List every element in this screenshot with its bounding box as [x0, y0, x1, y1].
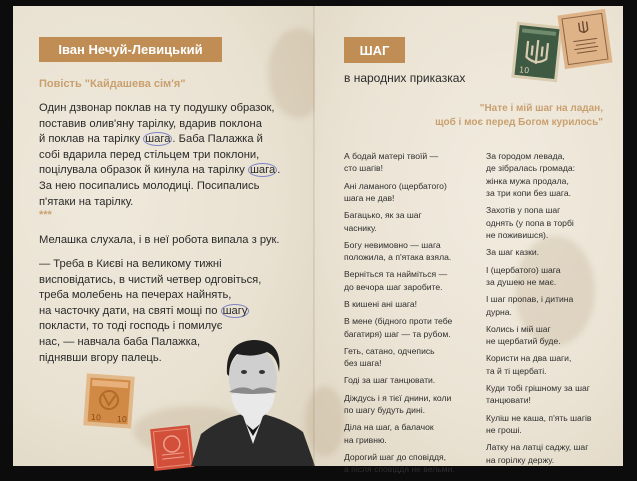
text-line	[39, 148, 314, 164]
proverb-line: Ані ламаного (щербатого)	[344, 180, 447, 191]
proverb-line: де зібралась громада:	[486, 163, 576, 174]
proverb-line: на гривню.	[344, 434, 387, 445]
proverb	[344, 180, 482, 205]
proverb	[344, 239, 482, 264]
proverb-line: шага не дав!	[344, 193, 395, 204]
proverb	[486, 204, 624, 241]
writer-portrait-image	[191, 332, 315, 466]
svg-text:10: 10	[90, 412, 102, 423]
proverb	[486, 150, 624, 200]
text-line	[39, 273, 314, 289]
proverb-line: Діждусь і я тієї днини, коли	[344, 392, 452, 403]
proverb-line: на горілку держу.	[486, 454, 555, 465]
text-segment: п'ятаки на тарілку.	[39, 195, 134, 208]
text-segment: Один дзвонар поклав на ту подушку образок,	[39, 102, 275, 114]
circled-word: шагу	[222, 304, 248, 317]
proverb-line: без шага!	[344, 358, 382, 369]
proverb	[486, 412, 624, 437]
text-segment: .	[277, 164, 281, 177]
proverb	[486, 352, 624, 377]
quote-line: щоб і моє перед Богом курилось"	[435, 117, 603, 128]
proverb-line: Користи на два шаги,	[486, 353, 572, 364]
red-stamp-image	[149, 424, 195, 468]
proverb-line: не щербатий буде.	[486, 336, 561, 347]
proverb-line: І (щербатого) шага	[486, 264, 561, 275]
proverb-line: дурна.	[486, 306, 512, 317]
proverb-line: За городом левада,	[486, 151, 565, 161]
proverb-line: За шаг казки.	[486, 247, 540, 258]
quote-line: "Нате і мій шаг на ладан,	[479, 103, 603, 114]
proverb-line: Багацько, як за шаг	[344, 210, 422, 221]
proverb-line: за душею не має.	[486, 277, 557, 288]
text-segment: собі вдарила перед стільцем три поклони,	[39, 148, 260, 161]
proverb	[344, 268, 482, 293]
text-segment: піднявши вгору палець.	[39, 351, 162, 364]
proverb-line: Діла на шаг, а балачок	[344, 422, 434, 433]
proverb	[344, 374, 482, 386]
text-segment: поцілувала образок й кинула на тарілку	[39, 164, 248, 177]
proverbs-subtitle: в народних приказках	[344, 71, 466, 85]
circled-word: шага	[249, 164, 276, 177]
proverb	[344, 209, 482, 234]
proverb	[486, 293, 624, 318]
text-line	[39, 304, 314, 320]
orange-stamp-image	[82, 372, 136, 430]
proverb	[486, 264, 624, 289]
proverb-line: Куліш не каша, п'ять шагів	[486, 412, 592, 423]
text-line	[39, 117, 314, 133]
proverb	[344, 421, 482, 446]
proverb	[344, 451, 482, 476]
proverb-line: Колись і мій шаг	[486, 323, 551, 334]
text-segment: За нею посипались молодиці. Посипались	[39, 179, 260, 192]
proverb-line: не гроші.	[486, 425, 522, 436]
proverb	[344, 150, 482, 175]
proverb-line: Захотів у попа шаг	[486, 205, 561, 216]
paragraph-2: Мелашка слухала, і в неї робота випала з рук.	[39, 234, 280, 246]
text-segment: . Баба Палажка й	[172, 133, 263, 146]
proverb-line: до вечора шаг заробите.	[344, 281, 443, 292]
shag-title: ШАГ	[359, 42, 390, 58]
proverb-line: за три копи без шага.	[486, 188, 572, 199]
text-line	[39, 132, 314, 148]
text-segment: на часточку дати, на святі мощі по	[39, 304, 221, 317]
proverb-line: по шагу будуть дині.	[344, 405, 426, 416]
proverb	[344, 315, 482, 340]
text-line	[39, 288, 314, 304]
book-spread	[13, 6, 623, 475]
proverb-line: В кишені ані шага!	[344, 299, 418, 310]
author-title: Іван Нечуй-Левицький	[58, 42, 203, 57]
proverb-line: І шаг пропав, і дитина	[486, 294, 574, 305]
text-line	[39, 179, 314, 195]
stain-decoration	[305, 386, 345, 456]
author-title-banner	[39, 37, 222, 62]
proverb-line: сто шагів!	[344, 163, 383, 174]
separator: ***	[39, 209, 52, 221]
proverb-line: Дорогий шаг до сповіддя,	[344, 451, 447, 462]
proverbs-column-1	[344, 150, 482, 481]
circled-word: шага	[145, 133, 171, 146]
proverb	[486, 441, 624, 466]
proverb-line: а після сповіддя не вельми.	[344, 464, 455, 475]
proverb-line: багатиря) шаг — та рубом.	[344, 328, 451, 339]
right-page	[315, 6, 623, 475]
text-line	[39, 163, 314, 179]
svg-text:10: 10	[116, 414, 128, 425]
text-line	[39, 257, 314, 273]
epigraph-quote	[373, 102, 603, 130]
proverb-line: Куди тобі грішному за шаг	[486, 383, 590, 394]
proverb-line: Верніться та найміться —	[344, 269, 448, 280]
text-line	[39, 101, 314, 117]
text-segment: поставив олив'яну тарілку, вдарив поклона	[39, 117, 262, 130]
text-segment: покласти, то тоді господь і помилує	[39, 320, 223, 333]
proverb	[344, 345, 482, 370]
proverb	[344, 392, 482, 417]
proverb-line: А бодай матері твоїй —	[344, 151, 439, 161]
proverb	[344, 298, 482, 310]
green-trident-stamp-image	[510, 20, 564, 84]
proverb-line: Латку на латці саджу, шаг	[486, 442, 589, 453]
text-line	[39, 195, 314, 211]
left-page	[13, 6, 315, 466]
tan-trident-stamp-image	[557, 8, 613, 70]
paragraph-1	[39, 101, 314, 210]
text-segment: треба молебень на печерах найнять,	[39, 289, 232, 302]
proverb-line: Богу невимовно — шага	[344, 239, 441, 250]
proverb-line: жінка мужа продала,	[486, 175, 569, 186]
story-subtitle: Повість "Кайдашева сім'я"	[39, 78, 186, 90]
text-segment: й поклав на тарілку	[39, 133, 144, 146]
proverb-line: не поживишся).	[486, 230, 549, 241]
proverb-line: положила, а п'ятака взяла.	[344, 252, 452, 263]
proverb	[486, 246, 624, 258]
text-segment: нас, — навчала баба Палажка,	[39, 335, 201, 348]
proverb	[486, 382, 624, 407]
proverbs-column-2	[486, 150, 624, 471]
svg-text:10: 10	[518, 65, 530, 76]
proverb	[486, 323, 624, 348]
shag-title-banner	[344, 37, 405, 63]
proverb-line: танцювати!	[486, 395, 531, 406]
proverb-line: В мене (бідного проти тебе	[344, 316, 453, 327]
proverb-line: часнику.	[344, 222, 377, 233]
text-segment: — Треба в Києві на великому тижні	[39, 258, 222, 270]
proverb-line: однять (у попа в торбі	[486, 217, 574, 228]
proverb-line: Годі за шаг танцювати.	[344, 375, 436, 386]
proverb-line: Геть, сатано, одчепись	[344, 345, 435, 356]
proverb-line: та й ті щербаті.	[486, 365, 547, 376]
text-segment: висповідатись, в чистий четвер одговіться,	[39, 273, 262, 286]
